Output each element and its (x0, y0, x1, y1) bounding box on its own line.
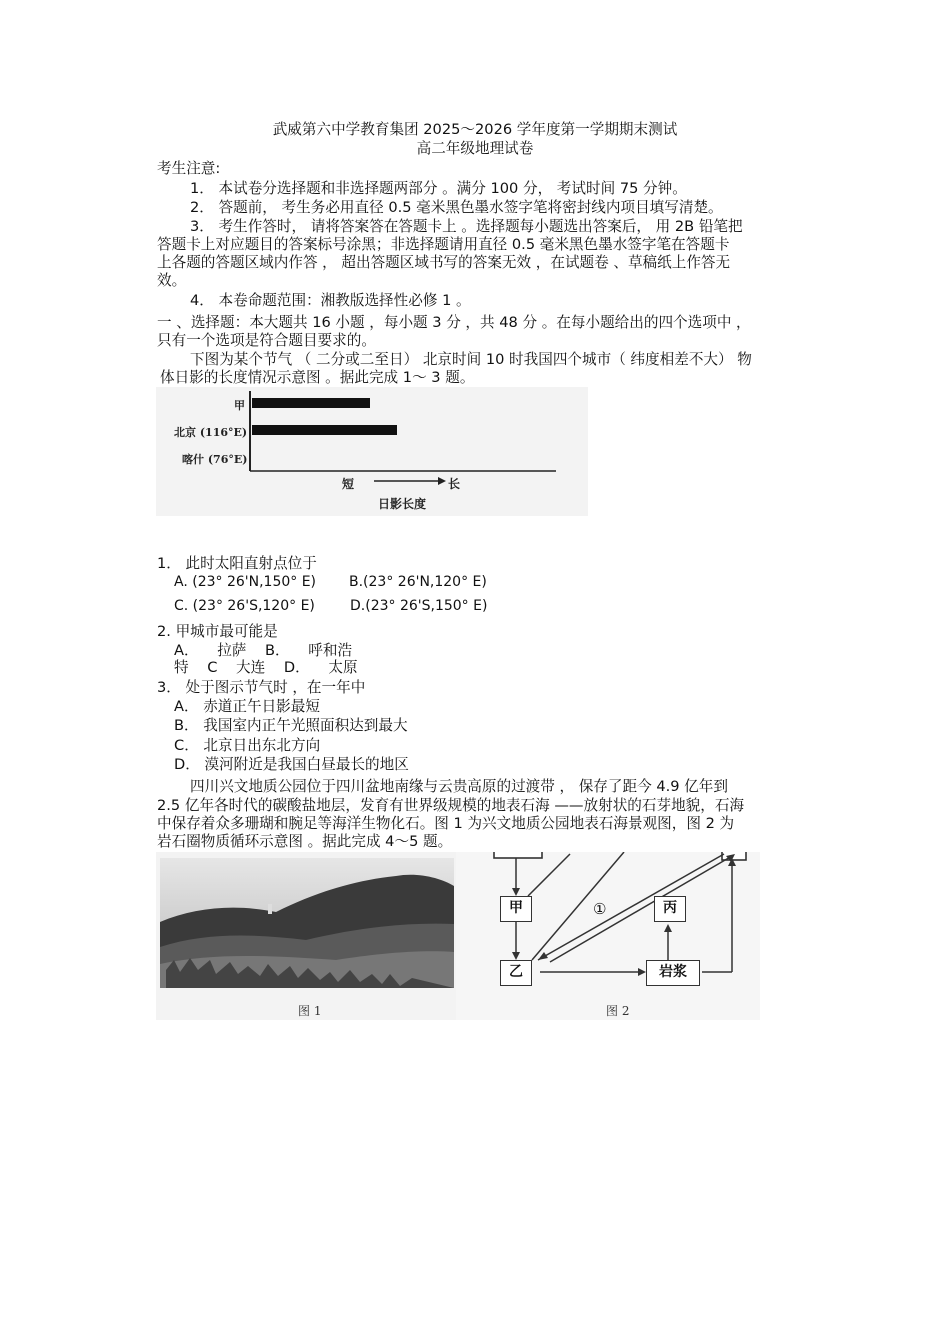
q3-option-b: B． 我国室内正午光照面积达到最大 (174, 717, 408, 734)
figure-2-panel (456, 852, 760, 1020)
figure-2-caption: 图 2 (606, 1004, 630, 1018)
q1-option-c: C. (23° 26'S,120° E) (174, 598, 315, 614)
notice-heading: 考生注意: (157, 160, 221, 177)
section-heading-line-1: 一 、选择题：本大题共 16 小题 ，每小题 3 分 ，共 48 分 。在每小题给出的四个选项中 ， (157, 314, 751, 331)
q2-stem: 2. 甲城市最可能是 (157, 623, 278, 640)
q1-option-d: D.(23° 26'S,150° E) (350, 598, 488, 614)
stone-forest-photo (156, 852, 456, 1020)
passage2-line-4: 岩石圈物质循环示意图 。据此完成 4～5 题。 (157, 833, 453, 850)
chart-bar (252, 425, 397, 435)
passage2-line-3: 中保存着众多珊瑚和腕足等海洋生物化石。图 1 为兴文地质公园地表石海景观图，图 2 为 (157, 815, 735, 832)
shadow-length-chart (156, 387, 588, 516)
figure-1-caption: 图 1 (298, 1004, 322, 1018)
q1-option-a: A. (23° 26'N,150° E) (174, 574, 317, 590)
passage1-line-1: 下图为某个节气 （ 二分或二至日） 北京时间 10 时我国四个城市（ 纬度相差不大） 物 (190, 351, 752, 368)
rock-box-bing: 丙 (654, 896, 686, 922)
rock-box-jia: 甲 (500, 896, 532, 922)
chart-axis-long-label: 长 (448, 477, 461, 491)
rock-box-yi: 乙 (500, 960, 532, 986)
q3-option-d: D． 漠河附近是我国白昼最长的地区 (174, 756, 409, 773)
chart-x-axis-label: 日影长度 (378, 497, 427, 511)
q2-options-ab: A． 拉萨 B． 呼和浩 (174, 642, 353, 659)
q3-option-c: C． 北京日出东北方向 (174, 737, 321, 754)
q1-option-b: B.(23° 26'N,120° E) (349, 574, 487, 590)
notice-item-3d: 效。 (157, 272, 187, 289)
exam-subtitle: 高二年级地理试卷 (416, 140, 534, 157)
notice-item-3b: 答题卡上对应题目的答案标号涂黑；非选择题请用直径 0.5 毫米黑色墨水签字笔在答题卡 (157, 236, 730, 253)
q3-stem: 3． 处于图示节气时 ，在一年中 (157, 679, 366, 696)
notice-item-1: 1． 本试卷分选择题和非选择题两部分 。满分 100 分， 考试时间 75 分钟。 (190, 180, 687, 197)
rock-box-magma: 岩浆 (646, 960, 700, 986)
chart-category-label: 北京 (116°E) (174, 426, 248, 439)
q3-option-a: A． 赤道正午日影最短 (174, 698, 320, 715)
q2-options-cd: 特 C 大连 D． 太原 (174, 659, 358, 676)
figure-1-panel (156, 852, 456, 1020)
section-heading-line-2: 只有一个选项是符合题目要求的。 (157, 332, 376, 349)
chart-category-label: 喀什 (76°E) (182, 453, 248, 466)
notice-item-4: 4． 本卷命题范围：湘教版选择性必修 1 。 (190, 292, 471, 309)
passage1-line-2: 体日影的长度情况示意图 。据此完成 1～ 3 题。 (160, 369, 475, 386)
notice-item-2: 2． 答题前， 考生务必用直径 0.5 毫米黑色墨水签字笔将密封线内项目填写清楚。 (190, 199, 723, 216)
chart-arrow-head (438, 477, 446, 485)
exam-title: 武威第六中学教育集团 2025～2026 学年度第一学期期末测试 (272, 121, 678, 138)
chart-axis-short-label: 短 (342, 477, 355, 491)
passage2-line-1: 四川兴文地质公园位于四川盆地南缘与云贵高原的过渡带 ， 保存了距今 4.9 亿年到 (190, 778, 728, 795)
chart-category-label: 甲 (234, 399, 245, 412)
chart-bar (252, 398, 370, 408)
process-marker-1: ① (593, 900, 607, 918)
notice-item-3c: 上各题的答题区域内作答 ， 超出答题区域书写的答案无效 ，在试题卷 、草稿纸上作答无 (157, 254, 731, 271)
passage2-line-2: 2.5 亿年各时代的碳酸盐地层，发育有世界级规模的地表石海 ——放射状的石芽地貌，石海 (157, 797, 745, 814)
rock-cycle-diagram (456, 852, 760, 1020)
notice-item-3a: 3． 考生作答时， 请将答案答在答题卡上 。选择题每小题选出答案后， 用 2B 铅笔把 (190, 218, 743, 235)
q1-stem: 1． 此时太阳直射点位于 (157, 555, 317, 572)
